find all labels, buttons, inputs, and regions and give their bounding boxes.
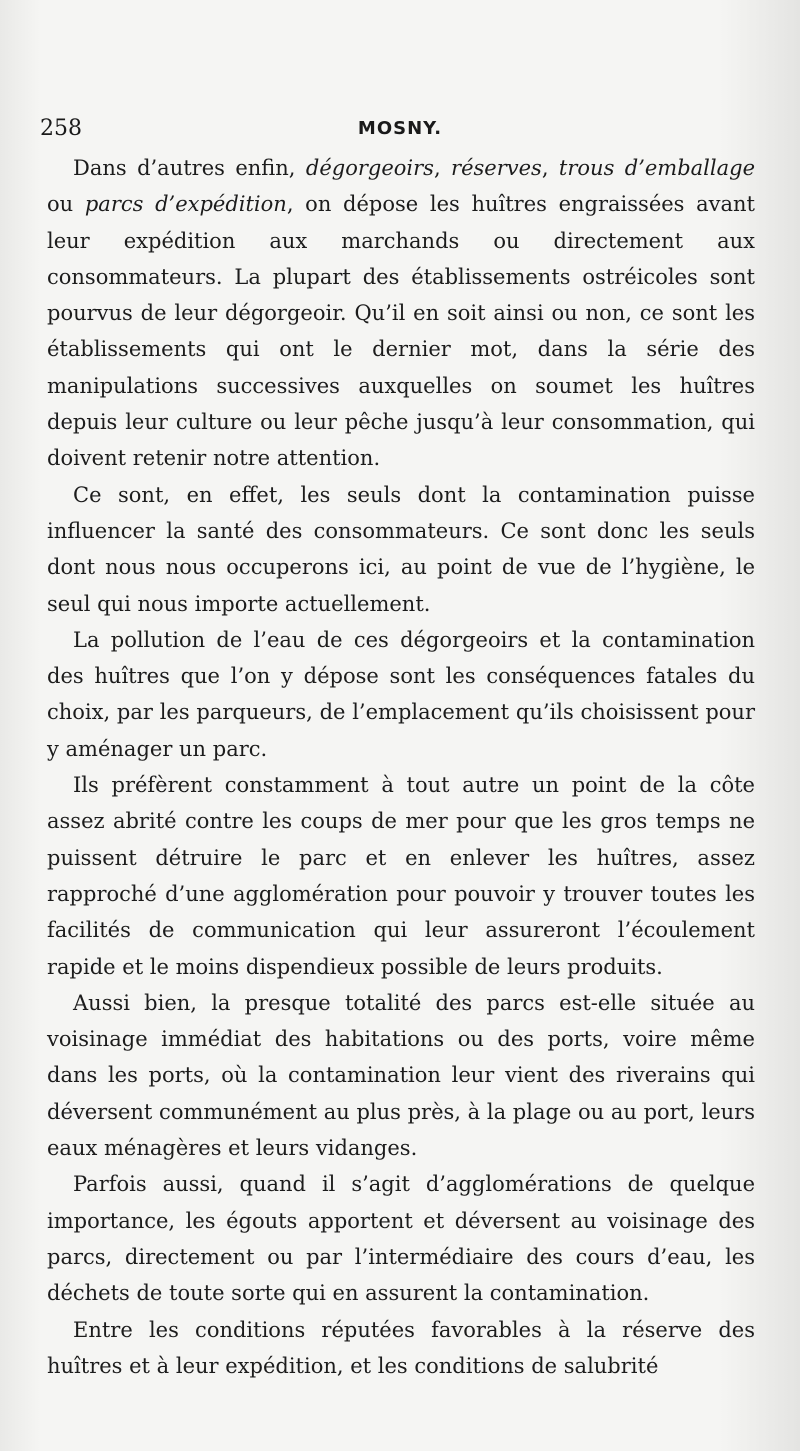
text-run: Parfois aussi, quand il s’agit d’agglomérations de quelque importance, les égouts apportent et déversent au voisinage des parcs, directement ou par l’intermédiaire des cours d’eau, les déchets de toute sorte qui en assurent la contamination. [47, 1172, 755, 1306]
paragraph [47, 477, 755, 622]
text-run: Dans d’autres enfin, [73, 156, 306, 180]
italic-term: trous d’emballage [558, 156, 755, 180]
text-run: Ce sont, en effet, les seuls dont la contamination puisse influencer la santé des consommateurs. Ce sont donc les seuls dont nous nous occuperons ici, au point de vue de l’hygiène, le seul qui nous importe actuellement. [47, 482, 755, 616]
text-run: , on dépose les huîtres engraissées avant leur expédition aux marchands ou directement aux consommateurs. La plupart des établissements ostréicoles sont pourvus de leur dégorgeoir. Qu’il en soit ainsi ou non, ce sont les établissements qui ont le dernier mot, dans la série des manipulations successives auxquelles on soumet les huîtres depuis leur culture ou leur pêche jusqu’à leur consommation, qui doivent retenir notre attention. [47, 192, 756, 471]
paragraph [47, 767, 755, 985]
text-run: ou [47, 192, 85, 217]
text-run: Aussi bien, la presque totalité des parcs est-elle située au voisinage immédiat des habitations ou des ports, voire même dans les ports, où la contamination leur vient des riverains qui déversent communément au plus près, à la plage ou au port, leurs eaux ménagères et leurs vidanges. [47, 990, 755, 1161]
paragraph [47, 1312, 755, 1385]
body-text [47, 150, 755, 1384]
text-run: La pollution de l’eau de ces dégorgeoirs et la contamination des huîtres que l’on y dépose sont les conséquences fatales du choix, par les parqueurs, de l’emplacement qu’ils choisissent pour y aménager un parc. [47, 627, 755, 761]
italic-term: parcs d’expédition [84, 192, 287, 217]
text-run: Ils préfèrent constamment à tout autre un point de la côte assez abrité contre les coups de mer pour que les gros temps ne puissent détruire le parc et en enlever les huîtres, assez rapproché d’une agglomération pour pouvoir y trouver toutes les facilités de communication qui leur assureront l’écoulement rapide et le moins dispendieux possible de leurs produits. [47, 773, 755, 979]
paragraph [47, 985, 755, 1166]
page-number: 258 [40, 116, 82, 141]
text-run: , [433, 156, 452, 180]
text-run: Entre les conditions réputées favorables à la réserve des huîtres et à leur expédition, et les conditions de salubrité [47, 1317, 755, 1378]
paragraph [47, 622, 755, 767]
paragraph [47, 150, 755, 477]
page-header [36, 110, 756, 144]
text-run: , [541, 156, 559, 180]
paragraph [47, 1166, 755, 1311]
italic-term: dégorgeoirs [305, 156, 434, 180]
running-head: MOSNY. [357, 118, 443, 139]
italic-term: réserves [451, 156, 542, 180]
